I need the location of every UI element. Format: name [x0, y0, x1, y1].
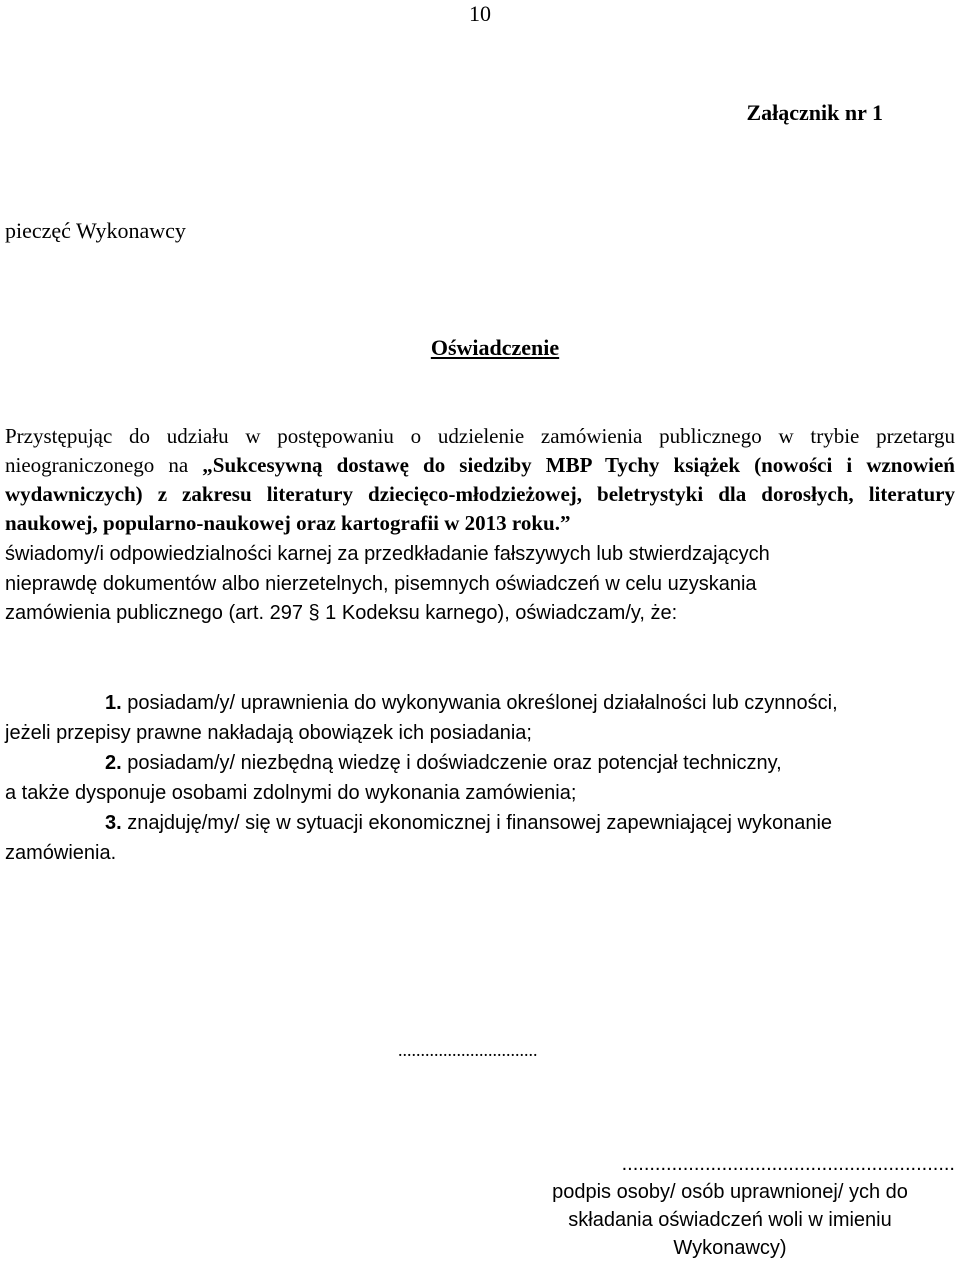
item-text: znajduję/my/ się w sytuacji ekonomicznej i finansowej zapewniającej wykonanie [121, 812, 833, 834]
declaration-item-2-continuation: a także dysponuje osobami zdolnymi do wykonania zamówienia; [5, 782, 577, 804]
declaration-item-3-continuation: zamówienia. [5, 842, 117, 864]
declaration-item-3 [5, 808, 960, 838]
item-number: 3. [105, 812, 122, 834]
item-text: posiadam/y/ uprawnienia do wykonywania określonej działalności lub czynności, [121, 692, 838, 714]
declaration-item-1 [5, 688, 960, 718]
contractor-stamp-label: pieczęć Wykonawcy [5, 218, 186, 243]
item-number: 1. [105, 692, 122, 714]
attachment-label: Załącznik nr 1 [746, 100, 883, 125]
signature-block [500, 1150, 960, 1262]
liability-line-1: świadomy/i odpowiedzialności karnej za przedkładanie fałszywych lub stwierdzających [5, 543, 770, 565]
page-number: 10 [469, 1, 491, 26]
liability-line-2: nieprawdę dokumentów albo nierzetelnych, pisemnych oświadczeń w celu uzyskania [5, 572, 757, 595]
declaration-item-2 [5, 748, 960, 778]
document-title: Oświadczenie [430, 335, 560, 360]
contract-subject: „Sukcesywną dostawę do siedziby MBP Tychy książek (nowości i wznowień wydawniczych) z zakresu literatury dziecięco-młodzieżowej, beletrystyki dla dorosłych, literatury naukowej, popularno-naukowej oraz kartografii w 2013 roku.” [5, 453, 955, 535]
item-text: posiadam/y/ niezbędną wiedzę i doświadczenie oraz potencjał techniczny, [121, 752, 782, 774]
declaration-list [5, 688, 960, 868]
signature-line: ............................................................ [621, 1153, 955, 1175]
intro-paragraph [5, 422, 955, 538]
liability-statement [5, 540, 960, 629]
liability-line-3: zamówienia publicznego (art. 297 § 1 Kodeksu karnego), oświadczam/y, że: [5, 602, 678, 624]
declaration-item-1-continuation: jeżeli przepisy prawne nakładają obowiązek ich posiadania; [5, 722, 532, 744]
intro-lead: Przystępując do udziału w postępowaniu o udzielenie zamówienia publicznego w trybie przetargu nieograniczonego na [5, 424, 955, 477]
signature-caption-line-3: Wykonawcy) [673, 1237, 787, 1259]
item-number: 2. [105, 752, 122, 774]
signature-caption-line-1: podpis osoby/ osób uprawnionej/ ych do [552, 1181, 908, 1203]
date-place-line: ............................... [398, 1040, 538, 1060]
signature-caption-line-2: składania oświadczeń woli w imieniu [568, 1209, 892, 1231]
